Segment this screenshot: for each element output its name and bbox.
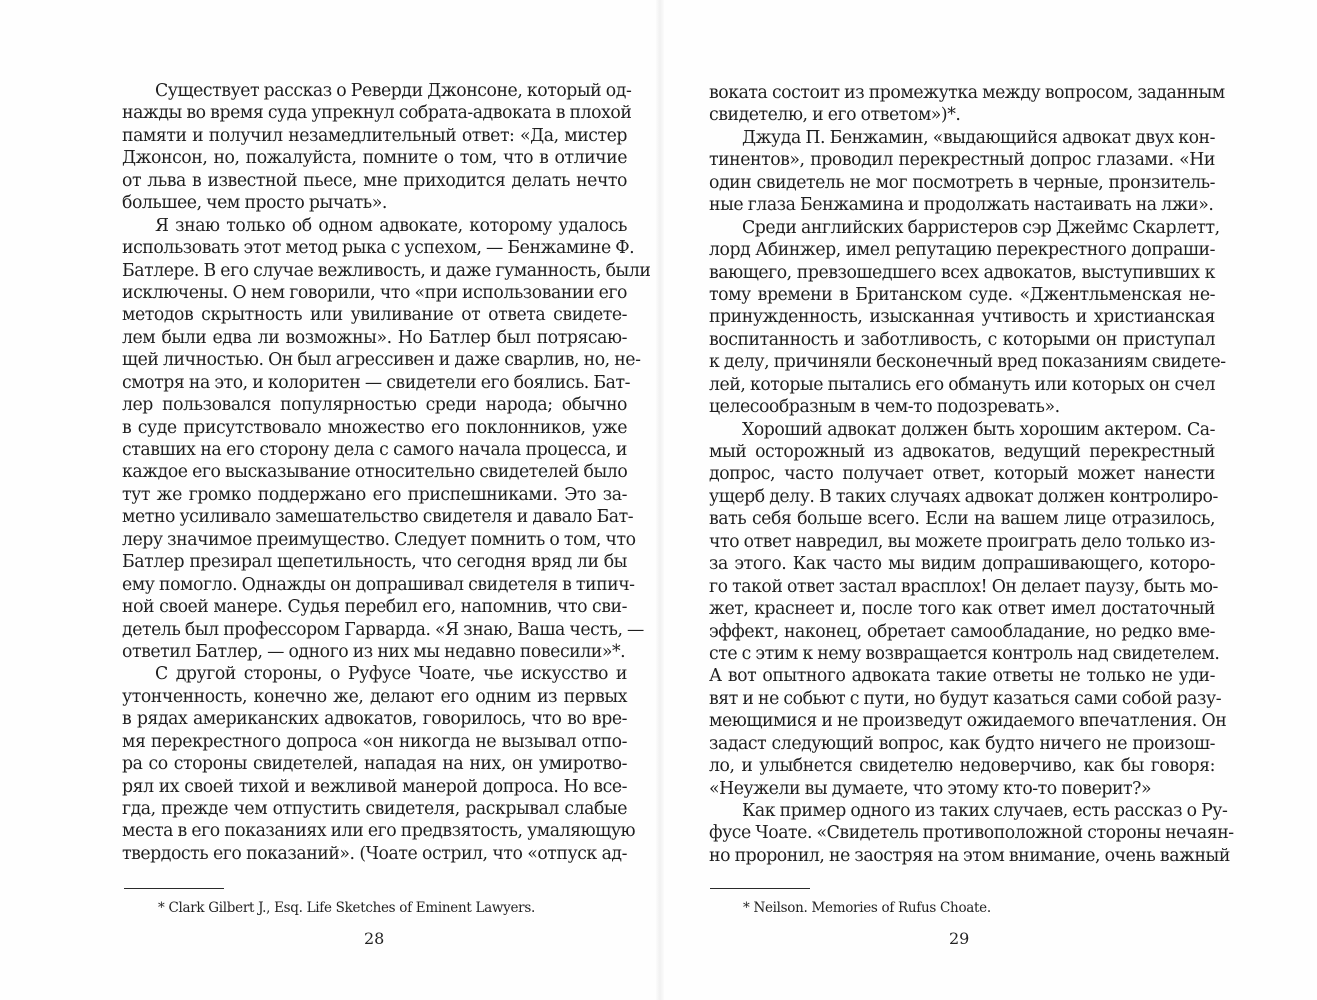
text-line: С другой стороны, о Руфусе Чоате, чье искусство и: [155, 664, 627, 685]
text-line: ло, и улыбнется свидетелю недоверчиво, как бы говоря:: [709, 756, 1215, 777]
text-line: смотря на это, и колоритен — свидетели его боялись. Бат-: [122, 372, 630, 393]
text-line: к делу, причиняли бесконечный вред показаниям свидете-: [709, 352, 1226, 373]
text-line: целесообразным в чем-то подозревать».: [709, 397, 1060, 418]
text-line: методов скрытность или увиливание от ответа свидете-: [122, 305, 627, 326]
text-line: А вот опытного адвоката такие ответы не только не уди-: [709, 666, 1215, 687]
page-number: 29: [949, 929, 970, 948]
text-line: лем были едва ли возможны». Но Батлер был потрясаю-: [122, 327, 627, 348]
text-line: метно усиливало замешательство свидетеля и давало Бат-: [122, 507, 634, 528]
text-line: детель был профессором Гарварда. «Я знаю, Ваша честь, —: [122, 619, 644, 640]
book-gutter: [656, 0, 664, 1000]
text-line: Батлер презирал щепетильность, что сегодня вряд ли бы: [122, 552, 627, 573]
footnote-rule: [710, 888, 810, 889]
text-line: один свидетель не мог посмотреть в черные, пронзитель-: [709, 172, 1215, 193]
text-line: твердость его показаний». (Чоате острил, что «отпуск ад-: [122, 843, 627, 864]
text-line: но проронил, не заостряя на этом внимание, очень важный: [709, 845, 1230, 866]
text-line: ные глаза Бенжамина и продолжать настаивать на лжи».: [709, 195, 1214, 216]
text-line: большее, чем просто рычать».: [122, 193, 387, 214]
text-line: лей, которые пытались его обмануть или которых он счел: [709, 374, 1215, 395]
text-line: ответил Батлер, — одного из них мы недавно повесили»*.: [122, 641, 626, 662]
text-line: Я знаю только об одном адвокате, которому удалось: [155, 215, 627, 236]
text-line: что ответ навредил, вы можете проиграть дело только из-: [709, 531, 1215, 552]
right-page: [664, 0, 1317, 1000]
text-line: Среди английских барристеров сэр Джеймс Скарлетт,: [742, 217, 1220, 238]
text-line: за этого. Как часто мы видим допрашивающего, которо-: [709, 554, 1215, 575]
left-page-body: [122, 80, 651, 865]
text-line: гда, прежде чем отпустить свидетеля, раскрывал слабые: [122, 799, 627, 819]
text-line: эффект, наконец, обретает самообладание, но редко вме-: [709, 621, 1215, 642]
text-line: тут же громко поддержано его приспешниками. Это за-: [122, 484, 627, 505]
text-line: щей личностью. Он был агрессивен и даже сварлив, но, не-: [122, 350, 641, 371]
text-line: ставших на его сторону дела с самого начала процесса, и: [122, 440, 627, 460]
text-line: принужденность, изысканная учтивость и христианская: [709, 307, 1215, 328]
footnote-rule: [124, 888, 224, 889]
text-line: воката состоит из промежутка между вопросом, заданным: [709, 83, 1225, 103]
text-line: тинентов», проводил перекрестный допрос глазами. «Ни: [709, 150, 1215, 171]
text-line: леру значимое преимущество. Следует помнить о том, что: [122, 529, 636, 550]
right-page-body: [709, 82, 1234, 867]
text-line: ра со стороны свидетелей, нападая на них, он умиротво-: [122, 754, 627, 775]
text-line: жет, краснеет и, после того как ответ имел достаточный: [709, 599, 1215, 620]
text-line: памяти и получил незамедлительный ответ: «Да, мистер: [122, 125, 627, 146]
text-line: фусе Чоате. «Свидетель противоположной стороны нечаян-: [709, 823, 1234, 844]
text-line: воспитанность и заботливость, с которыми он приступал: [709, 329, 1215, 350]
text-line: допрос, часто получает ответ, который может нанести: [709, 464, 1215, 485]
text-line: Джонсон, но, пожалуйста, помните о том, что в отличие: [122, 148, 627, 169]
text-line: в суде присутствовало множество его поклонников, уже: [122, 417, 627, 438]
text-line: ной своей манере. Судья перебил его, напомнив, что сви-: [122, 597, 627, 618]
text-line: от льва в известной пьесе, мне приходится делать нечто: [122, 170, 627, 191]
text-line: Джуда П. Бенжамин, «выдающийся адвокат двух кон-: [742, 127, 1215, 148]
text-line: го такой ответ застал врасплох! Он делает паузу, быть мо-: [709, 576, 1218, 597]
text-line: нажды во время суда упрекнул собрата-адвоката в плохой: [122, 103, 632, 124]
text-line: мый осторожный из адвокатов, ведущий перекрестный: [709, 442, 1215, 462]
text-line: вать себя больше всего. Если на вашем лице отразилось,: [709, 509, 1215, 530]
left-page: [0, 0, 656, 1000]
text-line: Существует рассказ о Реверди Джонсоне, который од-: [155, 81, 632, 101]
text-line: утонченность, конечно же, делают его одним из первых: [122, 686, 627, 707]
text-line: вят и не собьют с пути, но будут казаться сами собой разу-: [709, 688, 1222, 709]
text-line: мя перекрестного допроса «он никогда не вызывал отпо-: [122, 731, 627, 752]
text-line: задаст следующий вопрос, как будто ничего не произош-: [709, 733, 1215, 754]
text-line: исключены. О нем говорили, что «при использовании его: [122, 282, 627, 303]
text-line: свидетелю, и его ответом»)*.: [709, 105, 961, 126]
text-line: каждое его высказывание относительно свидетелей было: [122, 462, 628, 483]
text-line: меющимися и не произведут ожидаемого впечатления. Он: [709, 711, 1227, 732]
text-line: лер пользовался популярностью среди народа; обычно: [122, 395, 627, 416]
text-line: тому времени в Британском суде. «Джентльменская не-: [709, 284, 1215, 305]
text-line: места в его показаниях или его предвзятость, умаляющую: [122, 821, 636, 842]
text-line: ущерб делу. В таких случаях адвокат должен контролиро-: [709, 486, 1218, 507]
footnote: * Clark Gilbert J., Esq. Life Sketches of Eminent Lawyers.: [158, 900, 535, 916]
text-line: в рядах американских адвокатов, говорилось, что во вре-: [122, 709, 627, 730]
text-line: лорд Абинжер, имел репутацию перекрестного допраши-: [709, 240, 1215, 261]
text-line: использовать этот метод рыка с успехом, — Бенжамине Ф.: [122, 238, 635, 259]
text-line: «Неужели вы думаете, что этому кто-то поверит?»: [709, 778, 1152, 799]
text-line: вающего, превзошедшего всех адвокатов, выступивших к: [709, 262, 1215, 283]
text-line: рял их своей тихой и вежливой манерой допроса. Но все-: [122, 776, 627, 797]
text-line: Как пример одного из таких случаев, есть рассказ о Ру-: [742, 801, 1228, 821]
page-number: 28: [364, 929, 385, 948]
text-line: Хороший адвокат должен быть хорошим актером. Са-: [742, 419, 1215, 440]
text-line: ему помогло. Однажды он допрашивал свидетеля в типич-: [122, 574, 635, 595]
footnote: * Neilson. Memories of Rufus Choate.: [743, 900, 991, 916]
text-line: Батлере. В его случае вежливость, и даже гуманность, были: [122, 260, 651, 281]
text-line: сте с этим к нему возвращается контроль над свидетелем.: [709, 643, 1220, 664]
